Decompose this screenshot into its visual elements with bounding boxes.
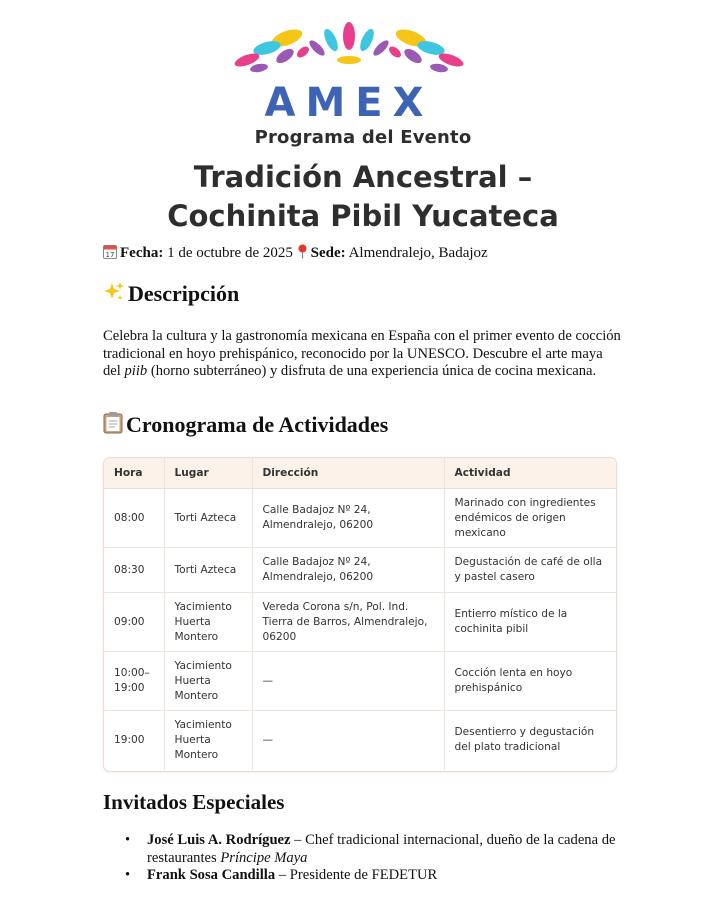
schedule-heading xyxy=(103,411,388,440)
guest-name: José Luis A. Rodríguez xyxy=(147,832,291,848)
table-row xyxy=(104,489,616,548)
event-title xyxy=(0,158,726,236)
program-title: Programa del Evento xyxy=(254,127,472,148)
cell-direccion: Calle Badajoz Nº 24, Almendralejo, 06200 xyxy=(252,489,444,548)
cell-hora: 09:00 xyxy=(104,593,164,652)
table-row xyxy=(104,711,616,770)
cell-actividad: Marinado con ingredientes endémicos de origen mexicano xyxy=(444,489,616,548)
papel-picado-flower-logo xyxy=(225,18,473,126)
cell-lugar: Yacimiento Huerta Montero xyxy=(164,711,252,770)
date-label: Fecha: xyxy=(120,245,164,261)
cell-hora: 19:00 xyxy=(104,711,164,770)
description-heading xyxy=(103,281,239,309)
list-item xyxy=(147,832,677,867)
column-header-direccion: Dirección xyxy=(252,458,444,489)
event-title-line-1: Tradición Ancestral – xyxy=(193,160,533,194)
table-row xyxy=(104,652,616,711)
guest-role: – Chef tradicional internacional, dueño de la cadena de restaurantes xyxy=(147,832,616,866)
venue-value: Almendralejo, Badajoz xyxy=(348,245,488,261)
cell-direccion: — xyxy=(252,652,444,711)
event-title-line-2: Cochinita Pibil Yucateca xyxy=(167,199,559,233)
cell-hora: 08:30 xyxy=(104,548,164,593)
cell-direccion: — xyxy=(252,711,444,770)
guest-role: – Presidente de FEDETUR xyxy=(275,867,438,883)
schedule-heading-text: Cronograma de Actividades xyxy=(126,412,389,437)
amex-logo xyxy=(225,18,473,126)
column-header-lugar: Lugar xyxy=(164,458,252,489)
list-item xyxy=(147,867,677,885)
cell-actividad: Entierro místico de la cochinita pibil xyxy=(444,593,616,652)
venue-label: Sede: xyxy=(310,245,346,261)
guests-list xyxy=(103,832,677,885)
svg-text:17: 17 xyxy=(105,251,115,259)
calendar-icon xyxy=(103,244,117,264)
event-meta xyxy=(103,244,488,264)
column-header-hora: Hora xyxy=(104,458,164,489)
table-header-row xyxy=(104,458,616,489)
cell-direccion: Vereda Corona s/n, Pol. Ind. Tierra de Barros, Almendralejo, 06200 xyxy=(252,593,444,652)
logo-wordmark: AMEX xyxy=(264,80,434,126)
cell-hora: 08:00 xyxy=(104,489,164,548)
table-row xyxy=(104,548,616,593)
description-heading-text: Descripción xyxy=(128,281,240,306)
cell-lugar: Yacimiento Huerta Montero xyxy=(164,652,252,711)
date-value: 1 de octubre de 2025 xyxy=(167,245,293,261)
cell-hora: 10:00–19:00 xyxy=(104,652,164,711)
guest-name: Frank Sosa Candilla xyxy=(147,867,276,883)
pin-icon xyxy=(297,244,308,264)
column-header-actividad: Actividad xyxy=(444,458,616,489)
cell-actividad: Degustación de café de olla y pastel casero xyxy=(444,548,616,593)
guest-role-italic: Príncipe Maya xyxy=(220,849,308,866)
piib-term: piib xyxy=(124,363,148,379)
table-row xyxy=(104,593,616,652)
cell-lugar: Yacimiento Huerta Montero xyxy=(164,593,252,652)
guests-heading: Invitados Especiales xyxy=(103,790,285,814)
sparkles-icon xyxy=(103,281,125,309)
cell-direccion: Calle Badajoz Nº 24, Almendralejo, 06200 xyxy=(252,548,444,593)
cell-actividad: Desentierro y degustación del plato tradicional xyxy=(444,711,616,770)
cell-actividad: Cocción lenta en hoyo prehispánico xyxy=(444,652,616,711)
cell-lugar: Torti Azteca xyxy=(164,548,252,593)
clipboard-icon xyxy=(103,411,123,440)
cell-lugar: Torti Azteca xyxy=(164,489,252,548)
schedule-table xyxy=(103,457,617,772)
description-text: Celebra la cultura y la gastronomía mexicana en España con el primer evento de cocción tradicional en hoyo prehispánico, reconocido por la UNESCO. Descubre el arte maya del piib (horno subterráneo) y disfruta de una experiencia única de cocina mexicana. xyxy=(103,328,621,379)
